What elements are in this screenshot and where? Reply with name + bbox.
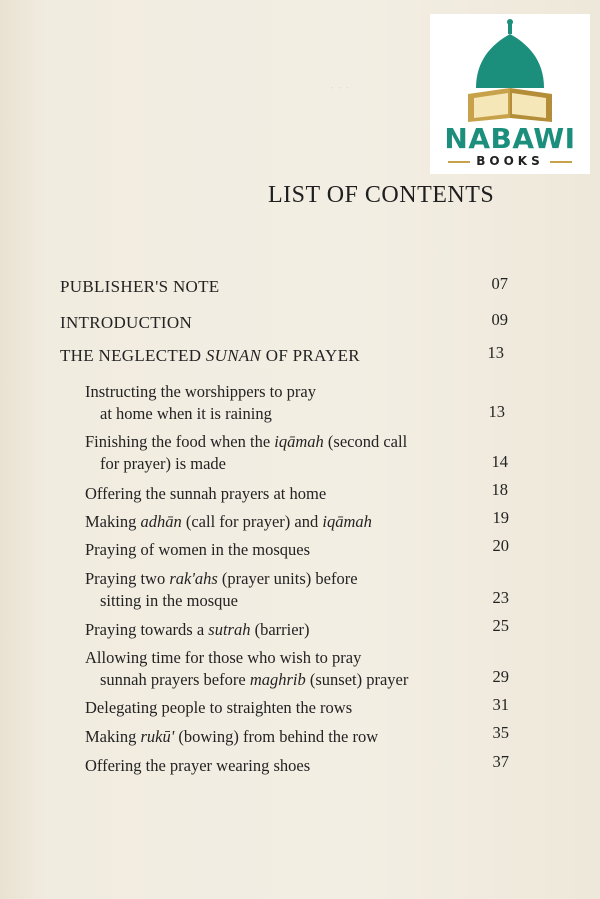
toc-text-italic: rukū' [140, 727, 175, 746]
toc-page-number: 37 [492, 752, 509, 771]
toc-label: INTRODUCTION [60, 313, 193, 332]
toc-text: (barrier) [250, 620, 310, 639]
toc-line: Offering the sunnah prayers at home [85, 484, 327, 503]
bleed-through-text: · · · [330, 80, 350, 95]
toc-text-italic: adhān [140, 512, 182, 531]
toc-section[interactable] [85, 619, 310, 641]
toc-line: sitting in the mosque [100, 591, 238, 610]
toc-line: for prayer) is made [100, 454, 226, 473]
toc-line [85, 619, 310, 641]
toc-text: Making [85, 727, 141, 746]
toc-section[interactable] [85, 726, 378, 748]
toc-label-part: OF PRAYER [261, 346, 360, 365]
toc-text: Making [85, 512, 141, 531]
toc-section[interactable] [85, 755, 310, 777]
toc-text-italic: iqāmah [322, 512, 372, 531]
toc-text: (call for prayer) and [181, 512, 323, 531]
toc-chapter-introduction[interactable] [60, 312, 192, 334]
toc-line [85, 669, 408, 691]
toc-label-part: THE NEGLECTED [60, 346, 206, 365]
toc-line [85, 568, 358, 590]
toc-text: (prayer units) before [217, 569, 358, 588]
toc-line [85, 511, 372, 533]
logo-brand: NABAWI [444, 122, 576, 155]
toc-page-number: 31 [492, 695, 509, 714]
toc-line: Delegating people to straighten the rows [85, 698, 353, 717]
toc-line [85, 726, 378, 748]
toc-page-number: 18 [491, 480, 508, 499]
toc-section[interactable] [85, 697, 352, 719]
toc-section[interactable] [85, 647, 408, 691]
toc-section[interactable] [85, 539, 310, 561]
toc-page-number: 14 [491, 452, 508, 471]
logo-subtitle: BOOKS [430, 154, 590, 168]
toc-text-italic: maghrib [249, 670, 306, 689]
page-title: LIST OF CONTENTS [268, 182, 495, 208]
toc-section[interactable] [85, 431, 407, 475]
toc-text: (sunset) prayer [305, 670, 409, 689]
toc-line [85, 431, 407, 453]
toc-section[interactable] [85, 568, 358, 612]
toc-line: Allowing time for those who wish to pray [85, 648, 362, 667]
toc-section[interactable] [85, 381, 316, 425]
toc-label: PUBLISHER'S NOTE [60, 277, 220, 296]
toc-line: Offering the prayer wearing shoes [85, 756, 311, 775]
toc-section[interactable] [85, 483, 326, 505]
toc-text-italic: rak'ahs [169, 569, 218, 588]
toc-text: (second call [323, 432, 408, 451]
toc-line: Praying of women in the mosques [85, 540, 311, 559]
toc-page-number: 29 [492, 667, 509, 686]
toc-text-italic: sutrah [208, 620, 251, 639]
toc-label-italic: SUNAN [205, 346, 262, 365]
toc-text-italic: iqāmah [274, 432, 324, 451]
toc-page-number: 20 [492, 536, 509, 555]
toc-page-number: 19 [492, 508, 509, 527]
toc-text: (bowing) from behind the row [174, 727, 379, 746]
toc-page-number: 35 [492, 723, 509, 742]
toc-page-number: 23 [492, 588, 509, 607]
toc-page-number: 25 [492, 616, 509, 635]
toc-chapter-neglected-sunan[interactable] [60, 345, 360, 367]
toc-page-number: 13 [488, 402, 505, 421]
toc-chapter-publishers-note[interactable] [60, 276, 219, 298]
toc-page-number: 07 [491, 274, 508, 293]
toc-text: sunnah prayers before [100, 670, 250, 689]
toc-section[interactable] [85, 511, 372, 533]
toc-line: at home when it is raining [100, 404, 272, 423]
toc-line: Instructing the worshippers to pray [85, 382, 316, 401]
toc-text: Praying towards a [85, 620, 209, 639]
toc-text: Finishing the food when the [85, 432, 275, 451]
toc-page-number: 09 [491, 310, 508, 329]
toc-text: Praying two [85, 569, 170, 588]
toc-page-number: 13 [487, 343, 504, 362]
